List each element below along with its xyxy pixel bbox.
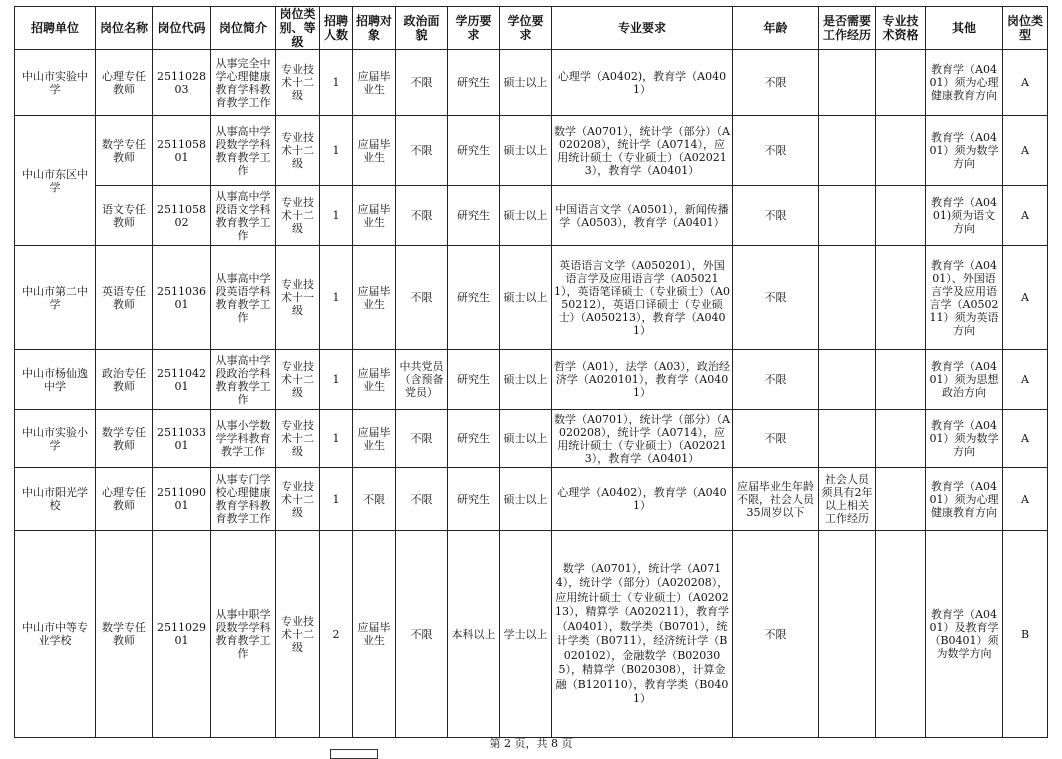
header-cell: 岗位简介 bbox=[211, 7, 276, 50]
age-cell: 不限 bbox=[733, 531, 819, 738]
header-cell: 专业技术资格 bbox=[876, 7, 926, 50]
table-row bbox=[15, 350, 1048, 410]
intro-cell: 从事高中学段数学学科教育教学工作 bbox=[211, 116, 276, 186]
table-row bbox=[15, 531, 1048, 738]
major-cell: 哲学（A01），法学（A03），政治经济学（A020101），教育学（A0401） bbox=[552, 350, 733, 410]
header-cell: 专业要求 bbox=[552, 7, 733, 50]
intro-cell: 从事高中学段政治学科教育教学工作 bbox=[211, 350, 276, 410]
qualification-cell bbox=[876, 246, 926, 350]
target-cell: 应届毕业生 bbox=[353, 116, 396, 186]
unit-cell: 中山市杨仙逸中学 bbox=[15, 350, 96, 410]
unit-cell: 中山市阳光学校 bbox=[15, 468, 96, 531]
other-cell: 教育学（A0401）须为心理健康教育方向 bbox=[926, 50, 1003, 116]
intro-cell: 从事小学数学学科教育教学工作 bbox=[211, 410, 276, 468]
table-row bbox=[15, 116, 1048, 186]
other-cell: 教育学（A0401）、外国语言学及应用语言学（A050211）须为英语方向 bbox=[926, 246, 1003, 350]
age-cell: 不限 bbox=[733, 350, 819, 410]
count-cell: 1 bbox=[320, 410, 353, 468]
major-cell: 英语语言文学（A050201），外国语言学及应用语言学（A050211），英语笔译硕士（专业硕士）（A050212），英语口译硕士（专业硕士）（A050213），教育学（A0401） bbox=[552, 246, 733, 350]
table-row bbox=[15, 50, 1048, 116]
table-row bbox=[15, 246, 1048, 350]
header-cell: 是否需要工作经历 bbox=[819, 7, 876, 50]
education-cell: 研究生 bbox=[448, 410, 500, 468]
type-cell: A bbox=[1003, 350, 1048, 410]
major-cell: 数学（A0701），统计学（部分）（A020208），统计学（A0714），应用统计硕士（专业硕士）（A020213），教育学（A0401） bbox=[552, 410, 733, 468]
qualification-cell bbox=[876, 531, 926, 738]
major-cell: 数学（A0701），统计学（A0714），统计学（部分）（A020208），应用统计硕士（专业硕士）（A020213），精算学（A020211），教育学（A0401），数学类（B0701），统计学类（B0711），经济统计学（B020102），金融数学（B020305），精算学（B020308），计算金融（B120110），教育学类（B0401） bbox=[552, 531, 733, 738]
header-cell: 政治面貌 bbox=[396, 7, 448, 50]
type-cell: B bbox=[1003, 531, 1048, 738]
target-cell: 应届毕业生 bbox=[353, 186, 396, 246]
degree-cell: 硕士以上 bbox=[500, 116, 552, 186]
type-cell: A bbox=[1003, 468, 1048, 531]
recruitment-table bbox=[14, 6, 1048, 738]
other-cell: 教育学（A0401）须为数学方向 bbox=[926, 116, 1003, 186]
experience-cell bbox=[819, 50, 876, 116]
political-cell: 不限 bbox=[396, 468, 448, 531]
education-cell: 研究生 bbox=[448, 468, 500, 531]
education-cell: 研究生 bbox=[448, 246, 500, 350]
degree-cell: 硕士以上 bbox=[500, 50, 552, 116]
target-cell: 应届毕业生 bbox=[353, 531, 396, 738]
target-cell: 不限 bbox=[353, 468, 396, 531]
other-cell: 教育学（A0401）须为思想政治方向 bbox=[926, 350, 1003, 410]
position-cell: 心理专任教师 bbox=[96, 50, 153, 116]
count-cell: 1 bbox=[320, 50, 353, 116]
position-cell: 心理专任教师 bbox=[96, 468, 153, 531]
table-row bbox=[15, 468, 1048, 531]
grade-cell: 专业技术十二级 bbox=[276, 350, 320, 410]
degree-cell: 硕士以上 bbox=[500, 410, 552, 468]
count-cell: 1 bbox=[320, 246, 353, 350]
major-cell: 中国语言文学（A0501），新闻传播学（A0503），教育学（A0401） bbox=[552, 186, 733, 246]
code-cell: 251104201 bbox=[153, 350, 211, 410]
footer-box bbox=[330, 749, 378, 759]
intro-cell: 从事专门学校心理健康教育学科教育教学工作 bbox=[211, 468, 276, 531]
type-cell: A bbox=[1003, 410, 1048, 468]
political-cell: 不限 bbox=[396, 246, 448, 350]
education-cell: 研究生 bbox=[448, 50, 500, 116]
other-cell: 教育学（A0401）须为数学方向 bbox=[926, 410, 1003, 468]
qualification-cell bbox=[876, 350, 926, 410]
count-cell: 1 bbox=[320, 186, 353, 246]
header-cell: 学历要求 bbox=[448, 7, 500, 50]
degree-cell: 硕士以上 bbox=[500, 468, 552, 531]
type-cell: A bbox=[1003, 50, 1048, 116]
experience-cell bbox=[819, 410, 876, 468]
target-cell: 应届毕业生 bbox=[353, 410, 396, 468]
education-cell: 本科以上 bbox=[448, 531, 500, 738]
intro-cell: 从事高中学段英语学科教育教学工作 bbox=[211, 246, 276, 350]
qualification-cell bbox=[876, 50, 926, 116]
age-cell: 不限 bbox=[733, 186, 819, 246]
other-cell: 教育学（A0401)须为语文方向 bbox=[926, 186, 1003, 246]
qualification-cell bbox=[876, 186, 926, 246]
political-cell: 不限 bbox=[396, 410, 448, 468]
grade-cell: 专业技术十一级 bbox=[276, 246, 320, 350]
age-cell: 不限 bbox=[733, 246, 819, 350]
political-cell: 不限 bbox=[396, 116, 448, 186]
education-cell: 研究生 bbox=[448, 350, 500, 410]
experience-cell bbox=[819, 186, 876, 246]
experience-cell bbox=[819, 116, 876, 186]
position-cell: 数学专任教师 bbox=[96, 531, 153, 738]
table-row bbox=[15, 410, 1048, 468]
position-cell: 语文专任教师 bbox=[96, 186, 153, 246]
header-cell: 岗位类别、等级 bbox=[276, 7, 320, 50]
code-cell: 251105801 bbox=[153, 116, 211, 186]
count-cell: 1 bbox=[320, 468, 353, 531]
position-cell: 英语专任教师 bbox=[96, 246, 153, 350]
major-cell: 心理学（A0402），教育学（A0401） bbox=[552, 468, 733, 531]
grade-cell: 专业技术十二级 bbox=[276, 186, 320, 246]
header-row bbox=[15, 7, 1048, 50]
target-cell: 应届毕业生 bbox=[353, 246, 396, 350]
code-cell: 251102901 bbox=[153, 531, 211, 738]
header-cell: 岗位类型 bbox=[1003, 7, 1048, 50]
unit-cell: 中山市实验中学 bbox=[15, 50, 96, 116]
header-cell: 招聘对象 bbox=[353, 7, 396, 50]
qualification-cell bbox=[876, 410, 926, 468]
intro-cell: 从事高中学段语文学科教育教学工作 bbox=[211, 186, 276, 246]
other-cell: 教育学（A0401）及教育学（B0401）须为数学方向 bbox=[926, 531, 1003, 738]
count-cell: 1 bbox=[320, 350, 353, 410]
position-cell: 数学专任教师 bbox=[96, 410, 153, 468]
degree-cell: 硕士以上 bbox=[500, 350, 552, 410]
grade-cell: 专业技术十二级 bbox=[276, 531, 320, 738]
experience-cell bbox=[819, 350, 876, 410]
unit-cell: 中山市第二中学 bbox=[15, 246, 96, 350]
table-row bbox=[15, 186, 1048, 246]
grade-cell: 专业技术十二级 bbox=[276, 468, 320, 531]
unit-cell: 中山市东区中学 bbox=[15, 116, 96, 246]
education-cell: 研究生 bbox=[448, 116, 500, 186]
code-cell: 251102803 bbox=[153, 50, 211, 116]
political-cell: 不限 bbox=[396, 531, 448, 738]
page-number: 第 2 页，共 8 页 bbox=[489, 737, 573, 750]
header-cell: 招聘人数 bbox=[320, 7, 353, 50]
age-cell: 不限 bbox=[733, 116, 819, 186]
type-cell: A bbox=[1003, 246, 1048, 350]
type-cell: A bbox=[1003, 116, 1048, 186]
intro-cell: 从事中职学段数学学科教育教学工作 bbox=[211, 531, 276, 738]
code-cell: 251103601 bbox=[153, 246, 211, 350]
position-cell: 数学专任教师 bbox=[96, 116, 153, 186]
unit-cell: 中山市中等专业学校 bbox=[15, 531, 96, 738]
political-cell: 不限 bbox=[396, 186, 448, 246]
experience-cell bbox=[819, 531, 876, 738]
header-cell: 岗位代码 bbox=[153, 7, 211, 50]
experience-cell: 社会人员须具有2年以上相关工作经历 bbox=[819, 468, 876, 531]
target-cell: 应届毕业生 bbox=[353, 350, 396, 410]
other-cell: 教育学（A0401）须为心理健康教育方向 bbox=[926, 468, 1003, 531]
political-cell: 不限 bbox=[396, 50, 448, 116]
age-cell: 不限 bbox=[733, 410, 819, 468]
count-cell: 1 bbox=[320, 116, 353, 186]
code-cell: 251103301 bbox=[153, 410, 211, 468]
qualification-cell bbox=[876, 468, 926, 531]
header-cell: 年龄 bbox=[733, 7, 819, 50]
intro-cell: 从事完全中学心理健康教育学科教育教学工作 bbox=[211, 50, 276, 116]
education-cell: 研究生 bbox=[448, 186, 500, 246]
code-cell: 251109001 bbox=[153, 468, 211, 531]
header-cell: 岗位名称 bbox=[96, 7, 153, 50]
target-cell: 应届毕业生 bbox=[353, 50, 396, 116]
header-cell: 学位要求 bbox=[500, 7, 552, 50]
grade-cell: 专业技术十二级 bbox=[276, 410, 320, 468]
header-cell: 招聘单位 bbox=[15, 7, 96, 50]
degree-cell: 硕士以上 bbox=[500, 186, 552, 246]
degree-cell: 硕士以上 bbox=[500, 246, 552, 350]
age-cell: 不限 bbox=[733, 50, 819, 116]
age-cell: 应届毕业生年龄不限，社会人员35周岁以下 bbox=[733, 468, 819, 531]
grade-cell: 专业技术十二级 bbox=[276, 116, 320, 186]
grade-cell: 专业技术十二级 bbox=[276, 50, 320, 116]
count-cell: 2 bbox=[320, 531, 353, 738]
degree-cell: 学士以上 bbox=[500, 531, 552, 738]
political-cell: 中共党员（含预备党员） bbox=[396, 350, 448, 410]
type-cell: A bbox=[1003, 186, 1048, 246]
code-cell: 251105802 bbox=[153, 186, 211, 246]
experience-cell bbox=[819, 246, 876, 350]
major-cell: 心理学（A0402)，教育学（A0401） bbox=[552, 50, 733, 116]
header-cell: 其他 bbox=[926, 7, 1003, 50]
major-cell: 数学（A0701），统计学（部分）（A020208），统计学（A0714），应用统计硕士（专业硕士）（A020213），教育学（A0401） bbox=[552, 116, 733, 186]
position-cell: 政治专任教师 bbox=[96, 350, 153, 410]
unit-cell: 中山市实验小学 bbox=[15, 410, 96, 468]
qualification-cell bbox=[876, 116, 926, 186]
